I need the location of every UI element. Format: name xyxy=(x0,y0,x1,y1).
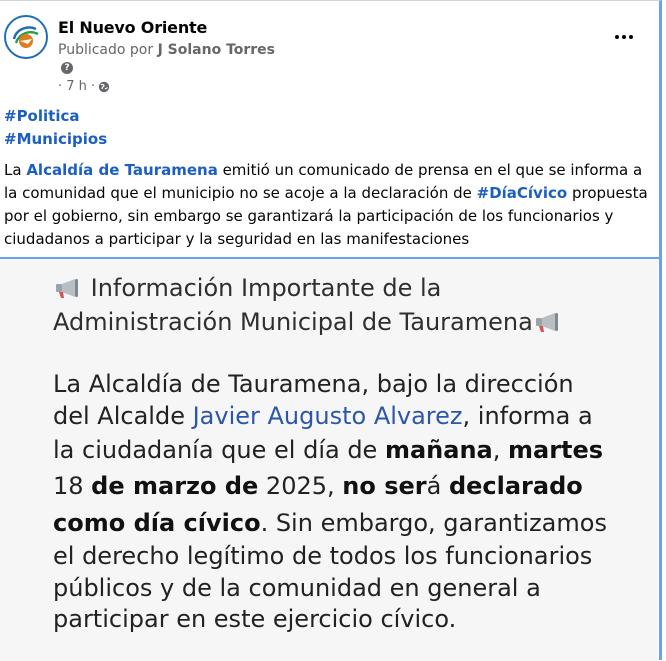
image-title-line2: Administración Municipal de Tauramena xyxy=(53,305,563,339)
page-avatar[interactable] xyxy=(4,15,48,59)
image-text-line: del Alcalde Javier Augusto Alvarez, informa a xyxy=(53,402,593,430)
image-text-line: participar en este ejercicio cívico. xyxy=(53,605,457,633)
byline-prefix: Publicado por xyxy=(58,42,154,58)
hashtag-politica[interactable]: #Politica xyxy=(4,107,80,125)
image-text-line: la ciudadanía que el día de mañana, martes xyxy=(53,436,604,464)
globe-icon[interactable] xyxy=(98,81,110,93)
help-icon[interactable]: ? xyxy=(61,62,73,74)
post-image[interactable] xyxy=(0,259,658,661)
post-body: La Alcaldía de Tauramena emitió un comunicado de prensa en el que se informa a la comunidad que el municipio no se acoje a la declaración de #DíaCívico propuesta por el gobierno, sin embargo se garantizará la participación de los funcionarios y ciudadanos a participar y la seguridad en las manifestaciones xyxy=(4,161,648,248)
post-meta xyxy=(58,79,110,94)
post-timestamp[interactable]: · 7 h · xyxy=(58,79,96,94)
image-text-line: 18 de marzo de 2025, no será declarado xyxy=(53,472,583,500)
author-link[interactable]: J Solano Torres xyxy=(157,42,276,58)
image-text-line: La Alcaldía de Tauramena, bajo la dirección xyxy=(53,370,574,398)
image-text-line: como día cívico. Sin embargo, garantizamos xyxy=(53,509,607,537)
megaphone-icon xyxy=(533,310,563,334)
page-logo-icon xyxy=(6,17,46,57)
byline xyxy=(58,42,275,58)
image-text-line: el derecho legítimo de todos los funcionarios xyxy=(53,542,593,570)
hashtag-diacivico[interactable]: #DíaCívico xyxy=(476,184,568,202)
more-options-button[interactable] xyxy=(610,25,638,49)
image-text-line: públicos y de la comunidad en general a xyxy=(53,574,541,602)
post-header xyxy=(0,1,660,101)
megaphone-icon xyxy=(53,276,83,300)
mayor-name: Javier Augusto Alvarez xyxy=(192,402,463,430)
hashtag-municipios[interactable]: #Municipios xyxy=(4,130,108,148)
image-title-line1: Información Importante de la xyxy=(53,271,441,305)
more-options-icon xyxy=(615,35,619,39)
page-name-link[interactable]: El Nuevo Oriente xyxy=(58,18,208,37)
link-alcaldia[interactable]: Alcaldía de Tauramena xyxy=(26,161,218,179)
